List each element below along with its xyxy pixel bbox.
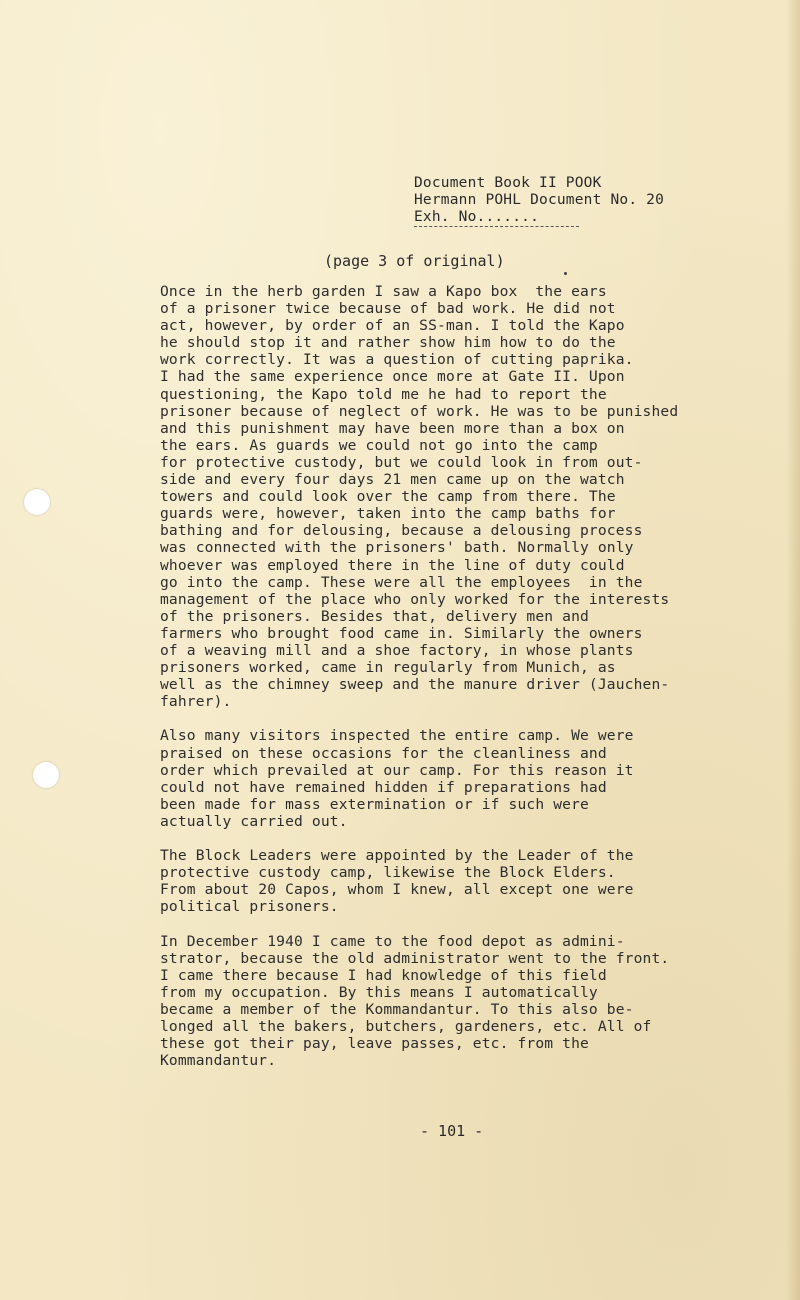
header-exhibit-line: Exh. No....... (414, 209, 579, 227)
paragraph-visitors: Also many visitors inspected the entire camp. We were praised on these occasions for the cleanliness and order which prevailed at our camp. For this reason it could not have remained hidden if preparations had been made for mass extermination or if such were actually carried out. (160, 727, 634, 830)
document-header (414, 175, 664, 227)
page-number: - 101 - (420, 1122, 484, 1140)
paragraph-herb-garden: Once in the herb garden I saw a Kapo box the ears of a prisoner twice because of bad work. He did not act, however, by order of an SS-man. I told the Kapo he should stop it and rather show him how to do the work correctly. It was a question of cutting paprika. I had the same experience once more at Gate II. Upon questioning, the Kapo told me he had to report the prisoner because of neglect of work. He was to be punished and this punishment may have been more than a box on the ears. As guards we could not go into the camp for protective custody, but we could look in from out- side and every four days 21 men came up on the watch towers and could look over the camp from there. The guards were, however, taken into the camp baths for bathing and for delousing, because a delousing process was connected with the prisoners' bath. Normally only whoever was employed there in the line of duty could go into the camp. These were all the employees in the management of the place who only worked for the interests of the prisoners. Besides that, delivery men and farmers who brought food came in. Similarly the owners of a weaving mill and a shoe factory, in whose plants prisoners worked, came in regularly from Munich, as well as the chimney sweep and the manure driver (Jauchen- fahrer). (160, 283, 679, 711)
paragraph-block-leaders: The Block Leaders were appointed by the Leader of the protective custody camp, likewise the Block Elders. From about 20 Capos, whom I knew, all except one were political prisoners. (160, 847, 634, 916)
page-reference: (page 3 of original) (324, 252, 505, 270)
paragraph-food-depot: In December 1940 I came to the food depot as admini- strator, because the old administrator went to the front. I came there because I had knowledge of this field from my occupation. By this means I automatically became a member of the Kommandantur. To this also be- longed all the bakers, butchers, gardeners, etc. All of these got their pay, leave passes, etc. from the Kommandantur. (160, 932, 670, 1070)
document-body (160, 283, 780, 1086)
header-document-line: Hermann POHL Document No. 20 (414, 192, 665, 208)
ink-dot (564, 272, 567, 275)
punch-hole-top (24, 489, 50, 515)
page-edge-shadow (786, 0, 800, 1300)
punch-hole-bottom (33, 762, 59, 788)
header-book-line: Document Book II POOK (414, 175, 602, 191)
